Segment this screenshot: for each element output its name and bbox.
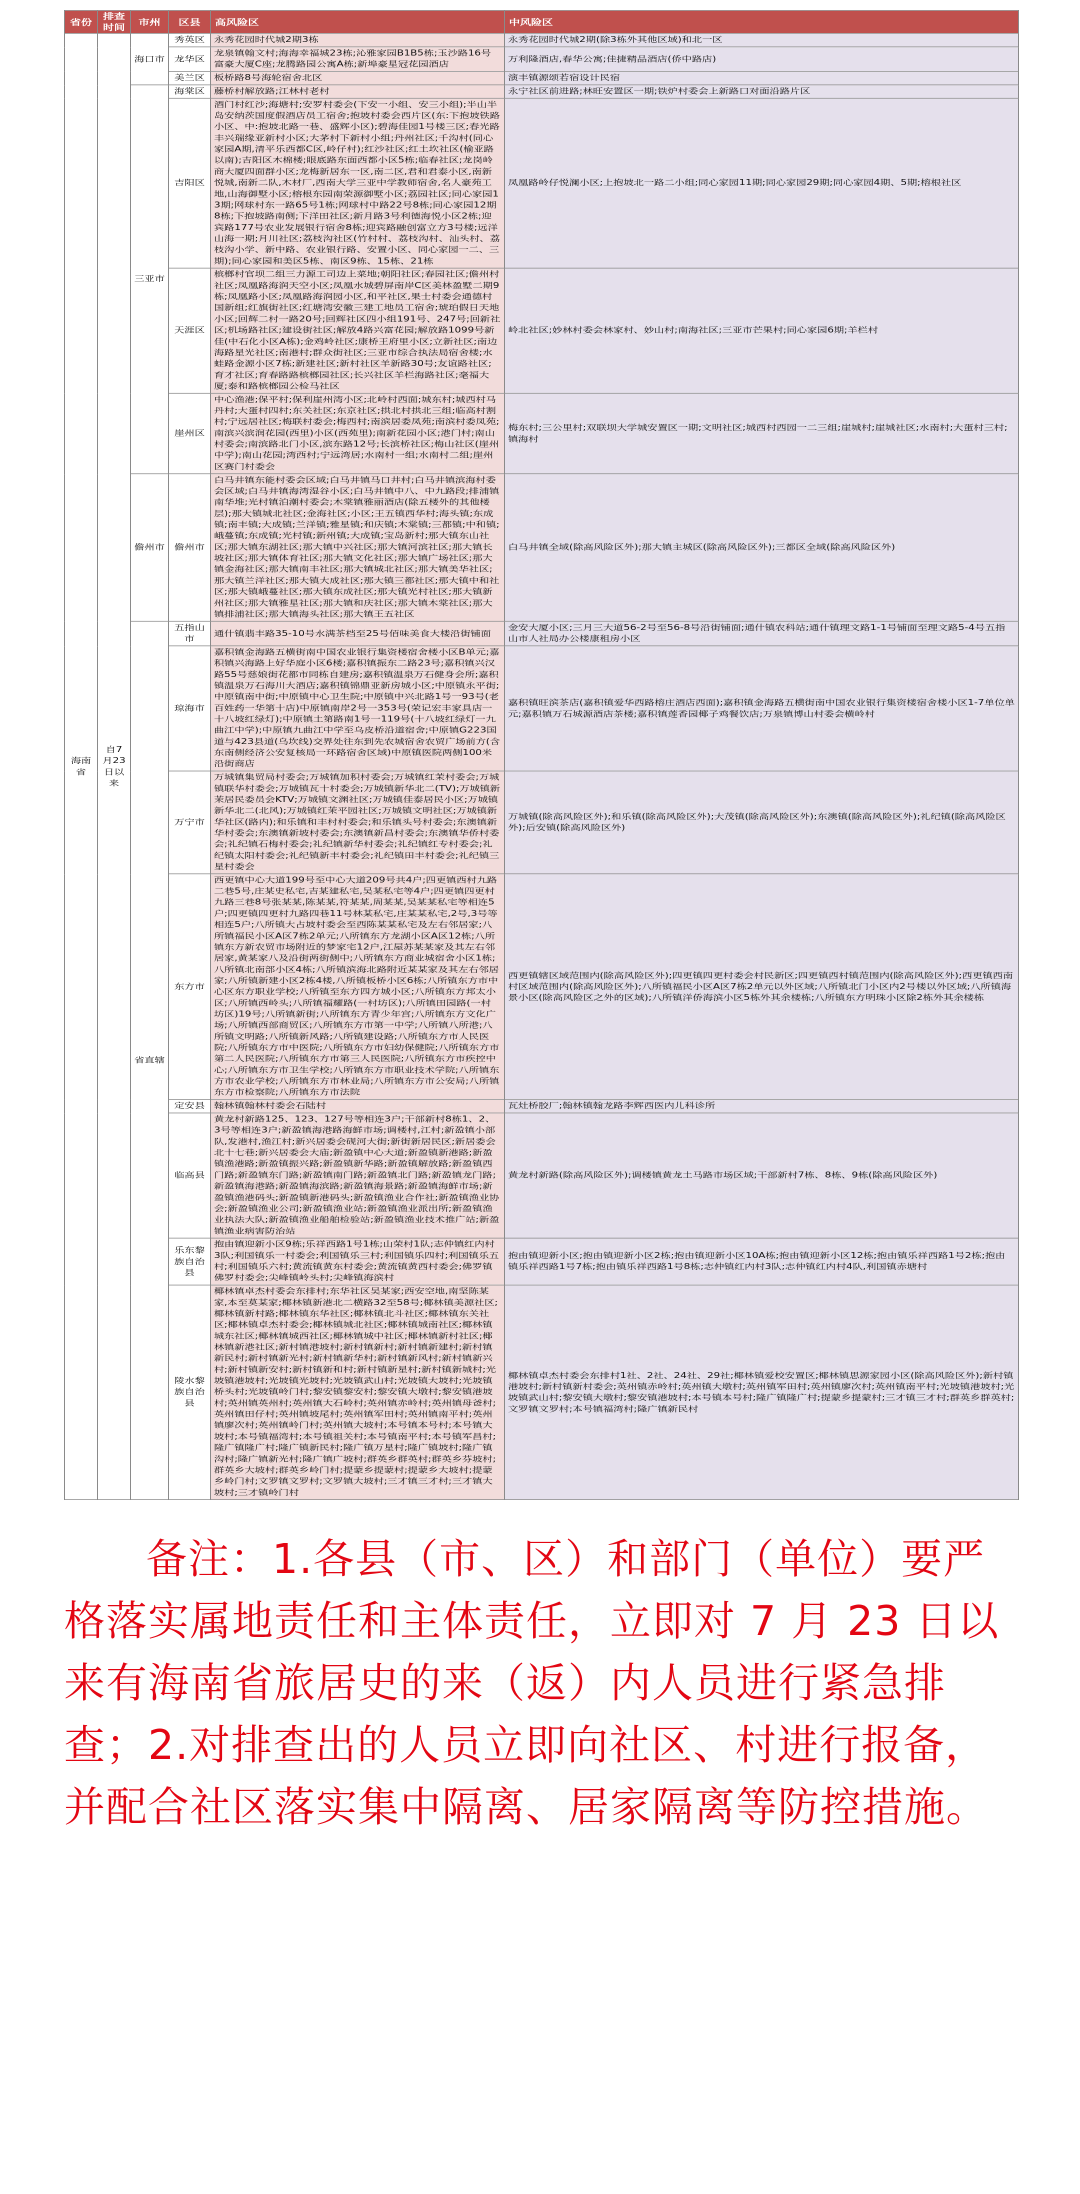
mid-risk-cell: 演丰镇源颂若宿设计民宿 xyxy=(505,71,1019,84)
mid-risk-cell: 岭北社区;妙林村委会林家村、妙山村;南海社区;三亚市芒果村;同心家园6期;羊栏村 xyxy=(505,268,1019,393)
district-cell: 龙华区 xyxy=(169,47,211,72)
header-city: 市州 xyxy=(131,10,169,33)
table-row xyxy=(65,771,1019,874)
mid-risk-cell: 白马井镇全域(除高风险区外);那大镇主城区(除高风险区外);三都区全域(除高风险区外) xyxy=(505,474,1019,622)
mid-risk-cell: 金安大厦小区;三月三大道56-2号至56-8号沿街铺面;通什镇农科站;通什镇理文路1-1号铺面至理文路5-4号五指山市人社局办公楼康租房小区 xyxy=(505,621,1019,646)
remark-note: 备注：1.各县（市、区）和部门（单位）要严格落实属地责任和主体责任，立即对 7 月 23 日以来有海南省旅居史的来（返）内人员进行紧急排查；2.对排查出的人员立即向社区、村进行报备，并配合社区落实集中隔离、居家隔离等防控措施。 xyxy=(64,1535,1000,1831)
mid-risk-cell: 抱由镇迎新小区;抱由镇迎新小区2栋;抱由镇迎新小区10A栋;抱由镇迎新小区12栋;抱由镇乐祥西路1号2栋;抱由镇乐祥西路1号7栋;抱由镇乐祥西路1号8栋;志仲镇红内村3队;志仲镇红内村4队,利国镇赤塘村 xyxy=(505,1238,1019,1285)
mid-risk-cell: 瓦灶桥胶厂;翰林镇翰龙路李辉西医内儿科诊所 xyxy=(505,1100,1019,1113)
high-risk-cell: 白马井镇东能村委会区域;白马井镇马口井村;白马井镇滨海村委会区域;白马井镇海湾湿谷小区;白马井镇中八、中九路段;排浦镇南华堆;光村镇泊潮村委会;木棠镇雅丽酒店(除五楼外的其他楼层);那大镇城北社区;金海社区;小区;王五镇西华村;海头镇;东成镇;南丰镇;大成镇;兰洋镇;雅星镇;和庆镇;木棠镇;三都镇;中和镇;峨蔓镇;东成镇;光村镇;新州镇;大成镇;宝岛新村;那大镇东山社区;那大镇东湖社区;那大镇中兴社区;那大镇河滨社区;那大镇长坡社区;那大镇体育社区;那大镇文化社区;那大镇广场社区;那大镇金海社区;那大镇南丰社区;那大镇城北社区;那大镇美华社区;那大镇兰洋社区;那大镇大成社区;那大镇三都社区;那大镇中和社区;那大镇峨蔓社区;那大镇东成社区;那大镇光村社区;那大镇新州社区;那大镇雅星社区;那大镇和庆社区;那大镇木棠社区;那大镇排浦社区;那大镇海头社区;那大镇王五社区 xyxy=(211,474,505,622)
district-cell: 天涯区 xyxy=(169,268,211,393)
district-cell: 海棠区 xyxy=(169,85,211,98)
mid-risk-cell: 永秀花园时代城2期(除3栋外其他区域)和北一区 xyxy=(505,33,1019,46)
high-risk-cell: 酒门村红沙;海塘村;安罗村委会(下安一小组、安三小组);半山半岛安纳茨国度假酒店员工宿舍;抱坡村委会西片区(东:下抱坡铁路小区、中:抱坡北路一巷、盛辉小区);碧海佳园1号楼三区;春光路丰兴瑞缘亚新村小区;大茅村下新村小组;丹州社区;千沟村(同心家园A期,清平乐西都C区,岭仔村);红沙社区;红土坎社区(榆亚路以南);吉阳区木棉楼;眼底路东面西都小区5栋;临春社区;龙岗岭商大厦四面群小区;龙梅新居东一区,南二区,君和君泰小区,南新悦城,南新二队,木材厂,西南大学三亚中学教师宿舍,名人豪苑工地,山海御墅小区;榕根东园南荣源御墅小区;荔园社区;同心家园13期;网球村东一路65号1栋;网球村中路22号8栋;同心家园12期8栋;下抱坡路南侧;下洋田社区;新月路3号利德海悦小区2栋;迎宾路177号农业发展银行宿舍8栋;迎宾路融创富立方3号楼;远洋山海一期;月川社区;荔枝沟社区(竹村村、荔枝沟村、汕头村、荔枝沟小学、新中路、农业银行路、安置小区、同心家园一二、三期);同心家园和美区5栋、南区9栋、15栋、21栋 xyxy=(211,98,505,268)
mid-risk-cell: 永宁社区前进路;林旺安置区一期;铁炉村委会上新路口对面沿路片区 xyxy=(505,85,1019,98)
high-risk-cell: 藤桥村解放路;江林村老村 xyxy=(211,85,505,98)
district-cell: 乐东黎族自治县 xyxy=(169,1238,211,1285)
city-cell: 海口市 xyxy=(131,33,169,84)
district-cell: 五指山市 xyxy=(169,621,211,646)
table-row xyxy=(65,393,1019,473)
period-cell: 自7月23日以来 xyxy=(98,33,131,1499)
table-body xyxy=(65,33,1019,1499)
province-cell: 海南省 xyxy=(65,33,98,1499)
mid-risk-cell: 嘉积镇旺滨茶店(嘉积镇爱华西路榕庄酒店西面);嘉积镇金海路五横街南中国农业银行集资楼宿舍楼小区1-7单位单元;嘉积镇万石城源酒店茶楼;嘉积镇莲香园椰子鸡餐饮店;万泉镇博山村委会横岭村 xyxy=(505,646,1019,771)
district-cell: 美兰区 xyxy=(169,71,211,84)
district-cell: 琼海市 xyxy=(169,646,211,771)
city-cell: 儋州市 xyxy=(131,474,169,622)
table-row xyxy=(65,85,1019,98)
mid-risk-cell: 椰林镇卓杰村委会东排村1社、2社、24社、29社;椰林镇爱校安置区;椰林镇思源家园小区(除高风险区外);新村镇港坡村;新村镇新村委会;英州镇赤岭村;英州镇大墩村;英州镇军田村;英州镇廖次村;英州镇南平村;光坡镇港坡村;光坡镇武山村;黎安镇大墩村;黎安镇港坡村;本号镇本号村;隆广镇隆广村;提蒙乡提蒙村;三才镇三才村;群英乡群英村;文罗镇文罗村;本号镇福湾村;隆广镇新民村 xyxy=(505,1285,1019,1500)
high-risk-cell: 万城镇集贸局村委会;万城镇加积村委会;万城镇红茉村委会;万城镇联华村委会;万城镇瓦十村委会;万城镇新华北二(TV);万城镇新茉居民委员会KTV;万城镇文渊社区;万城镇佳泰居民小区;万城镇新华北二(北风);万城镇红茉平园社区;万城镇文明社区;万城镇新华社区(路内);和乐镇和丰村村委会;和乐镇头号村委会;东澳镇新华村委会;东澳镇新坡村委会;东澳镇新昌村委会;东澳镇华侨村委会;礼纪镇石梅村委会;礼纪镇新华村委会;礼纪镇红专村委会;礼纪镇太阳村委会;礼纪镇新丰村委会;礼纪镇田丰村委会;礼纪镇三星村委会 xyxy=(211,771,505,874)
high-risk-cell: 永秀花园时代城2期3栋 xyxy=(211,33,505,46)
high-risk-cell: 抱由镇迎新小区9栋;乐祥西路1号1栋;山荣村1队;志仲镇红内村3队;利国镇乐一村委会;利国镇乐三村;利国镇乐四村;利国镇乐五村;利国镇乐六村;黄流镇黄东村委会;黄流镇黄西村委会;佛罗镇佛罗村委会;尖峰镇岭头村;尖峰镇海滨村 xyxy=(211,1238,505,1285)
header-high-risk: 高风险区 xyxy=(211,10,505,33)
high-risk-cell: 翰林镇翰林村委会石陆村 xyxy=(211,1100,505,1113)
district-cell: 陵水黎族自治县 xyxy=(169,1285,211,1500)
district-cell: 崖州区 xyxy=(169,393,211,473)
table-row xyxy=(65,47,1019,72)
high-risk-cell: 通什镇翡丰路35-10号水满茶档至25号佰味美食大楼沿街铺面 xyxy=(211,621,505,646)
table-row xyxy=(65,268,1019,393)
high-risk-cell: 板桥路8号海轮宿舍北区 xyxy=(211,71,505,84)
table-row xyxy=(65,621,1019,646)
header-period: 排查时间 xyxy=(98,10,131,33)
high-risk-cell: 中心渔港;保平村;保利崖州湾小区;北岭村西面;城东村;城西村马丹村;大蛋村四村;东关社区;东京社区;拱北村拱北三组;临高村割村;宁远居社区;梅联村委会;梅西村;南滨居委凤苑;南滨村委凤苑;南滨兴滨润花园(西里)小区(西苑里);南新花园小区;港门村;南山村委会;南滨路北门小区,滨东路12号;长滨桥社区;梅山社区(崖州中学);南山花园;湾西村;宁远湾居;水南村一组;水南村二组;崖州区赛门村委会 xyxy=(211,393,505,473)
table-row xyxy=(65,98,1019,268)
district-cell: 东方市 xyxy=(169,874,211,1100)
high-risk-cell: 槟榔村官坝二组三力源工司边上菜地;朝阳社区;春园社区;儋州村社区;凤凰路海润天空小区;凤凰水城碧屏南岸C区美林盈墅二期9栋;凤凰路小区;凤凰路海润园小区,和平社区,果士村委会通德村国新组;红旗街社区;红塘湾安徽三建工地员工宿舍;琥珀假日天地小区;回辉二村一路20号;回辉社区四小组191号、247号;回新社区;机场路社区;建设街社区;解放4路兴富花园;解放路1099号新佳(中石化小区A栋);金鸡岭社区;康桥王府里小区;立新社区;南边海路星光社区;南港村;群众街社区;三亚市综合执法局宿舍楼;水蛙路金源小区7栋;新建社区;新村社区羊新路30号;友谊路社区;育才社区;育春路路槟榔园社区;长兴社区羊栏海路社区;毫福大厦;泰和路槟榔园公检马社区 xyxy=(211,268,505,393)
high-risk-cell: 嘉积镇金海路五横街南中国农业银行集资楼宿舍楼小区B单元;嘉积镇兴海路上好华庭小区6楼;嘉积镇振东二路23号;嘉积镇兴汉路55号慈娘街花都市同栋自建房;嘉积镇温泉万石健身会所;嘉积镇温泉万石海川大酒店;嘉积镇锦鼎亚新房城小区;中原镇永平街;中原镇南中街;中原镇中心卫生院;中原镇中兴北路1号一93号(老百姓药一华第十店)中原镇南岸2号一353号(荣记宏丰家具店一十八坡红绿灯);中原镇土第路南1号一119号(十八坡红绿灯一九曲江中学);中原镇九曲江中学至乌皮桥沿道宿舍;中原镇G223国道与423县道(乌坎线)交界处往东到先农城宿舍农贸广场前方(含东南侧经济公安复核局一环路宿舍区域)中原镇医院两侧100米沿街商店 xyxy=(211,646,505,771)
high-risk-cell: 黄龙村新路125、123、127号等相连3户;干部新村8栋1、2、3号等相连3户;新盈镇海港路海鲜市场;调楼村,江村;新盈镇小部队,发港村,渔江村;新兴居委会砚河大街;新街新居民区;新居委会北十七巷;新兴居委会大庙;新盈镇中心大道;新盈镇新港路;新盈镇渔港路;新盈镇振兴路;新盈镇新华路;新盈镇解放路;新盈镇西门路;新盈镇东门路;新盈镇南门路;新盈镇北门路;新盈镇龙门路;新盈镇海港路;新盈镇海滨路;新盈镇海景路;新盈镇海鲜市场;新盈镇渔港码头;新盈镇新港码头;新盈镇渔业合作社;新盈镇渔业协会;新盈镇渔业公司;新盈镇渔业站;新盈镇渔业派出所;新盈镇渔业执法大队;新盈镇渔业船舶检验站;新盈镇渔业技术推广站;新盈镇渔业病害防治站 xyxy=(211,1113,505,1238)
header-mid-risk: 中风险区 xyxy=(505,10,1019,33)
mid-risk-cell: 万利隆酒店,春华公寓;佳捷精品酒店(侨中路店) xyxy=(505,47,1019,72)
table-row xyxy=(65,1238,1019,1285)
high-risk-cell: 龙泉镇翰文村;海海幸福城23栋;沁雅家园B1B5栋;玉沙路16号富豪大厦C座;龙腾路园公寓A栋;新埠豪星冠花园酒店 xyxy=(211,47,505,72)
district-cell: 儋州市 xyxy=(169,474,211,622)
mid-risk-cell: 梅东村;三公里村;双联坝大学城安置区一期;文明社区;城西村西园一二三组;崖城村;崖城社区;水南村;大蛋村三村;镇海村 xyxy=(505,393,1019,473)
table-row xyxy=(65,646,1019,771)
high-risk-cell: 椰林镇卓杰村委会东排村;东华社区吴某家;西安空地,南坚陈某家,本至莫某家;椰林镇新港北二横路32至58号;椰林镇美源社区;椰林镇新村路;椰林镇东华社区;椰林镇北斗社区;椰林镇东关社区;椰林镇卓杰村委会;椰林镇城北社区;椰林镇城南社区;椰林镇城东社区;椰林镇城西社区;椰林镇城中社区;椰林镇新村社区;椰林镇新港社区;新村镇港坡村;新村镇新村;新村镇新建村;新村镇新民村;新村镇新光村;新村镇新华村;新村镇新风村;新村镇新兴村;新村镇新安村;新村镇新和村;新村镇新星村;新村镇新城村;光坡镇港坡村;光坡镇光坡村;光坡镇武山村;光坡镇大坡村;光坡镇桥头村;光坡镇岭门村;黎安镇黎安村;黎安镇大墩村;黎安镇港坡村;英州镇英州村;英州镇大石岭村;英州镇赤岭村;英州镇母爸村;英州镇田仔村;英州镇坡尾村;英州镇军田村;英州镇南平村;英州镇廖次村;英州镇岭门村;英州镇大坡村;本号镇本号村;本号镇大坡村;本号镇福湾村;本号镇祖关村;本号镇南平村;本号镇军昌村;隆广镇隆广村;隆广镇新民村;隆广镇万星村;隆广镇坡村;隆广镇沟村;隆广镇新光村;隆广镇广坡村;群英乡群英村;群英乡芬坡村;群英乡大坡村;群英乡岭门村;提蒙乡提蒙村;提蒙乡大坡村;提蒙乡岭门村;文罗镇文罗村;文罗镇大坡村;三才镇三才村;三才镇大坡村;三才镇岭门村 xyxy=(211,1285,505,1500)
mid-risk-cell: 西更镇辖区域范围内(除高风险区外);四更镇四更村委会村民新区;四更镇西村镇范围内(除高风险区外);西更镇西南村区域范围内(除高风险区外);八所镇福民小区A区7栋2单元以外区域;八所镇北门小区内2号楼以外区域;八所镇海景小区(除高风险区之外的区域);八所镇洋侨海滨小区5栋外其余楼栋;八所镇东方明珠小区除2栋外其余楼栋 xyxy=(505,874,1019,1100)
header-province: 省份 xyxy=(65,10,98,33)
district-cell: 吉阳区 xyxy=(169,98,211,268)
city-cell: 省直辖 xyxy=(131,621,169,1499)
mid-risk-cell: 黄龙村新路(除高风险区外);调楼镇黄龙土马路市场区域;干部新村7栋、8栋、9栋(除高风险区外) xyxy=(505,1113,1019,1238)
high-risk-cell: 西更镇中心大道199号至中心大道209号共4户;四更镇西村九路二巷5号,庄某史私宅,吉某建私宅,吴某私宅等4户;四更镇四更村九路三巷8号张某某,陈某某,符某某,周某某,吴某某私宅等相连5户;四更镇四更村九路四巷11号林某私宅,庄某某私宅,2号,3号等相连5户;八所镇大占坡村委会至西陈某某私宅及左右邻居家;八所镇福民小区A区7栋2单元;八所镇东方龙湖小区A区12栋;八所镇东方新农贸市场附近的梦家宅12户,江屋苏某某家及其左右邻居家,黄某家八及沿街两街侧中;八所镇东方商业城宿舍小区1栋;八所镇北南部小区4栋;八所镇滨海北路附近某某家及其左右邻居家;八所镇新建小区2栋4楼,八所镇板桥小区6栋;八所镇东方市中心区东方职业学校;八所镇至东方四方城小区;八所镇东方邦太小区;八所镇西岭头;八所镇福耀路(一村坊区);八所镇田园路(一村坊区)19号;八所镇新街;八所镇东方青少年宫;八所镇东方文化广场;八所镇西部商贸区;八所镇东方市第一中学;八所镇八所港;八所镇文明路;八所镇新风路;八所镇建设路;八所镇东方市人民医院;八所镇东方市中医院;八所镇东方市妇幼保健院;八所镇东方市第二人民医院;八所镇东方市第三人民医院;八所镇东方市疾控中心;八所镇东方市卫生学校;八所镇东方市职业技术学院;八所镇东方市农业学校;八所镇东方市林业局;八所镇东方市公安局;八所镇东方市检察院;八所镇东方市法院 xyxy=(211,874,505,1100)
district-cell: 万宁市 xyxy=(169,771,211,874)
table-row xyxy=(65,1113,1019,1238)
district-cell: 秀英区 xyxy=(169,33,211,46)
table-row xyxy=(65,71,1019,84)
table-row xyxy=(65,1285,1019,1500)
table-header-row xyxy=(65,10,1019,33)
mid-risk-cell: 凤凰路岭仔悦澜小区;上抱坡北一路二小组;同心家园11期;同心家园29期;同心家园4期、5期;榕根社区 xyxy=(505,98,1019,268)
table-row xyxy=(65,874,1019,1100)
table-row xyxy=(65,474,1019,622)
risk-area-table-wrapper xyxy=(64,10,1018,1500)
city-cell: 三亚市 xyxy=(131,85,169,474)
district-cell: 临高县 xyxy=(169,1113,211,1238)
table-row xyxy=(65,33,1019,46)
district-cell: 定安县 xyxy=(169,1100,211,1113)
mid-risk-cell: 万城镇(除高风险区外);和乐镇(除高风险区外);大茂镇(除高风险区外);东澳镇(除高风险区外);礼纪镇(除高风险区外);后安镇(除高风险区外) xyxy=(505,771,1019,874)
risk-area-table xyxy=(64,10,1019,1500)
header-district: 区县 xyxy=(169,10,211,33)
table-row xyxy=(65,1100,1019,1113)
